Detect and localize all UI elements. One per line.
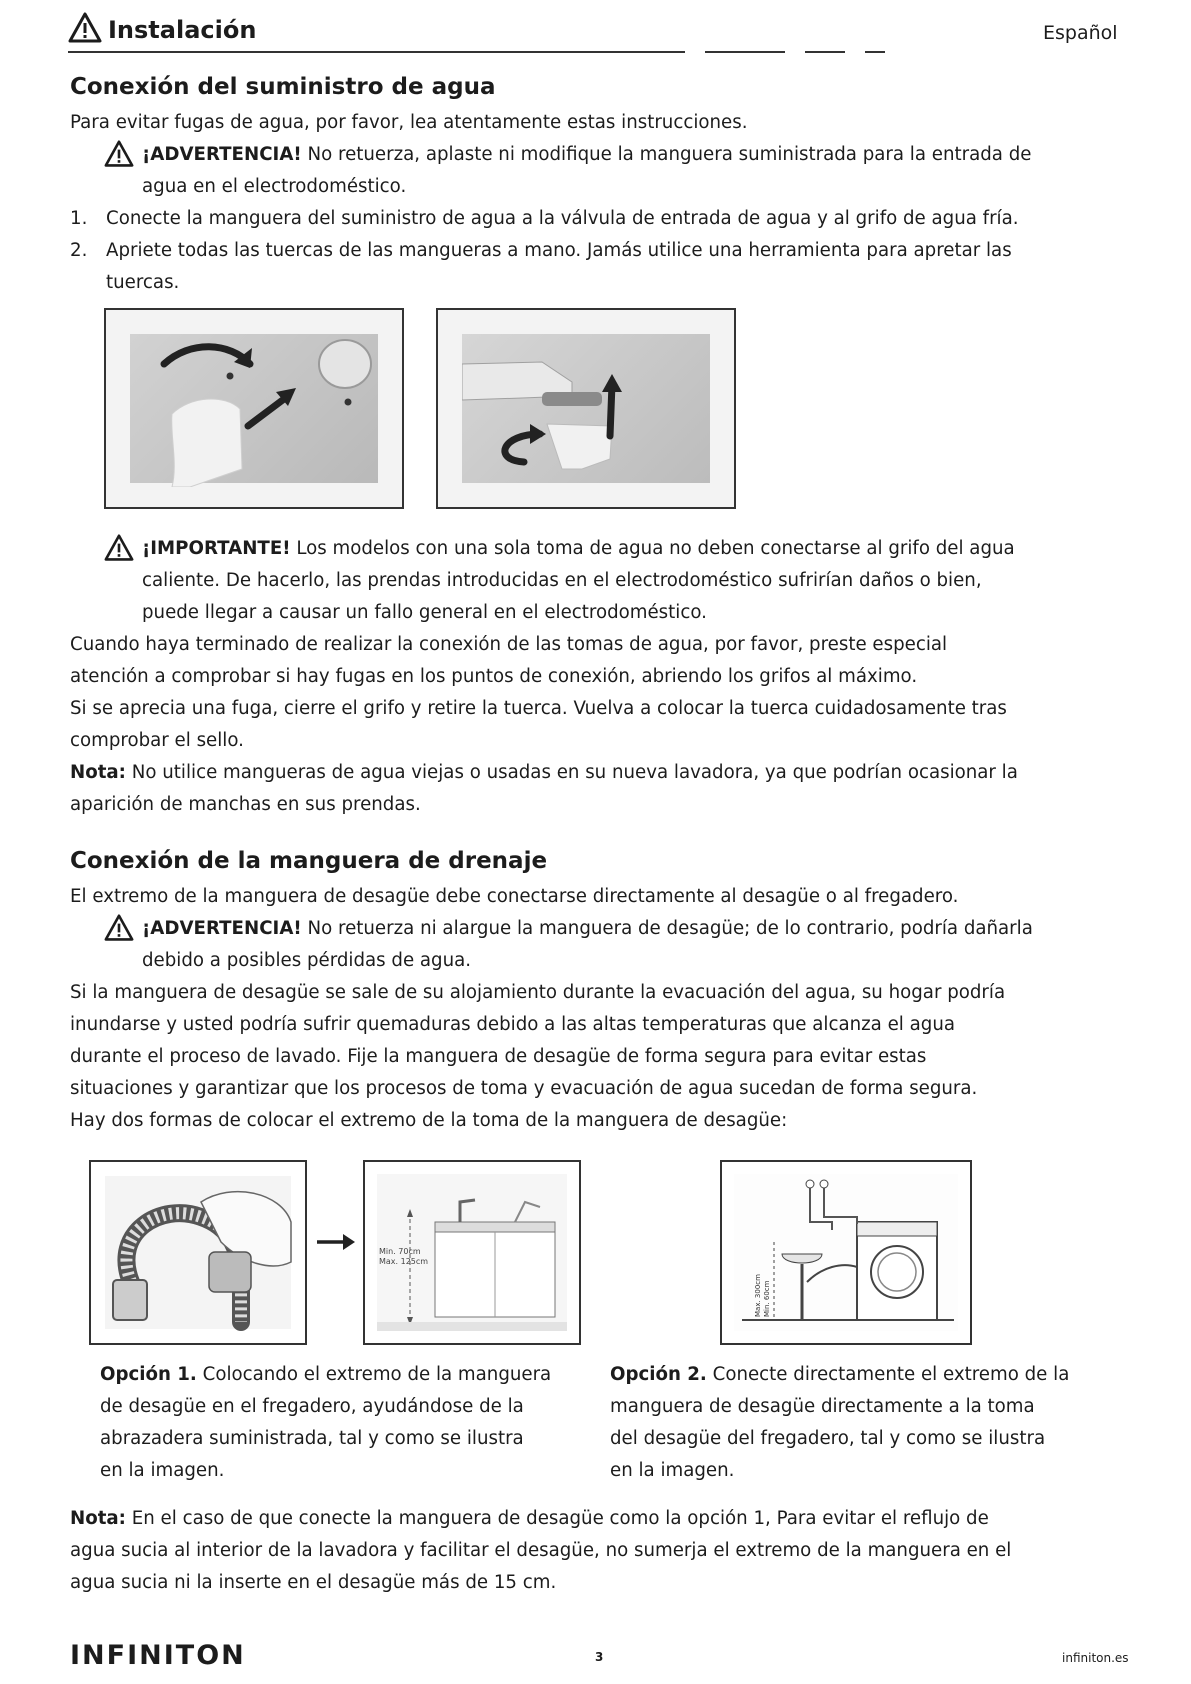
min-height-label: Min. 70cm bbox=[379, 1247, 421, 1256]
paragraph-line: durante el proceso de lavado. Fije la manguera de desagüe de forma segura para evitar estas bbox=[70, 1046, 927, 1067]
step-text: Conecte la manguera del suministro de agua a la válvula de entrada de agua y al grifo de agua fría. bbox=[106, 208, 1019, 229]
header-rule-dash bbox=[705, 51, 785, 53]
option2-text-cont: en la imagen. bbox=[610, 1460, 735, 1481]
paragraph-line: comprobar el sello. bbox=[70, 730, 244, 751]
sink-illustration bbox=[365, 1162, 579, 1343]
step-text: Apriete todas las tuercas de las mangueras a mano. Jamás utilice una herramienta para apretar las bbox=[106, 240, 1012, 261]
step-text-cont: tuercas. bbox=[106, 272, 180, 293]
important-text: ¡IMPORTANTE! Los modelos con una sola toma de agua no deben conectarse al grifo del agua bbox=[142, 538, 1015, 559]
section-heading-water-supply: Conexión del suministro de agua bbox=[70, 74, 496, 100]
option2-label: Opción 2. bbox=[610, 1364, 707, 1385]
header-rule-dash bbox=[865, 51, 885, 53]
hose-clamp-illustration bbox=[91, 1162, 305, 1343]
note-text: Nota: En el caso de que conecte la manguera de desagüe como la opción 1, Para evitar el reflujo de bbox=[70, 1508, 989, 1529]
option1-text-cont: abrazadera suministrada, tal y como se ilustra bbox=[100, 1428, 524, 1449]
note-text-cont: agua sucia ni la inserte en el desagüe más de 15 cm. bbox=[70, 1572, 557, 1593]
paragraph-line: Hay dos formas de colocar el extremo de la toma de la manguera de desagüe: bbox=[70, 1110, 788, 1131]
note-text-cont: aparición de manchas en sus prendas. bbox=[70, 794, 421, 815]
important-text-cont: puede llegar a causar un fallo general en el electrodoméstico. bbox=[142, 602, 707, 623]
section-heading-drain-hose: Conexión de la manguera de drenaje bbox=[70, 848, 548, 874]
note-label: Nota: bbox=[70, 762, 126, 783]
option1-label: Opción 1. bbox=[100, 1364, 197, 1385]
warning-text-cont: debido a posibles pérdidas de agua. bbox=[142, 950, 472, 971]
step-number: 2. bbox=[70, 240, 88, 261]
section2-intro: El extremo de la manguera de desagüe debe conectarse directamente al desagüe o al fregadero. bbox=[70, 886, 959, 907]
note-text: Nota: No utilice mangueras de agua viejas o usadas en su nueva lavadora, ya que podrían ocasionar la bbox=[70, 762, 1018, 783]
header-rule-dash bbox=[805, 51, 845, 53]
section1-intro: Para evitar fugas de agua, por favor, lea atentamente estas instrucciones. bbox=[70, 112, 748, 133]
paragraph-line: Cuando haya terminado de realizar la conexión de las tomas de agua, por favor, preste especial bbox=[70, 634, 948, 655]
hose-valve-illustration bbox=[130, 334, 382, 487]
paragraph-line: atención a comprobar si hay fugas en los puntos de conexión, abriendo los grifos al máximo. bbox=[70, 666, 918, 687]
photo-tap-connection bbox=[436, 308, 736, 509]
note-text-cont: agua sucia al interior de la lavadora y facilitar el desagüe, no sumerja el extremo de la manguera en el bbox=[70, 1540, 1012, 1561]
note-label: Nota: bbox=[70, 1508, 126, 1529]
warning-icon bbox=[104, 534, 134, 562]
warning-label: ¡ADVERTENCIA! bbox=[142, 918, 302, 939]
option2-text-cont: manguera de desagüe directamente a la toma bbox=[610, 1396, 1035, 1417]
washer-drain-illustration bbox=[722, 1162, 970, 1343]
min-height-label: Min. 60cm bbox=[763, 1280, 771, 1317]
option2-text: Opción 2. Conecte directamente el extremo de la bbox=[610, 1364, 1070, 1385]
important-label: ¡IMPORTANTE! bbox=[142, 538, 291, 559]
option1-text-cont: en la imagen. bbox=[100, 1460, 225, 1481]
warning-icon bbox=[104, 140, 134, 168]
paragraph-line: Si se aprecia una fuga, cierre el grifo y retire la tuerca. Vuelva a colocar la tuerca cuidadosamente tras bbox=[70, 698, 1007, 719]
figure-washer-option2 bbox=[720, 1160, 972, 1345]
page-title: Instalación bbox=[108, 16, 257, 44]
step-number: 1. bbox=[70, 208, 88, 229]
max-height-label: Max. 300cm bbox=[754, 1274, 762, 1317]
warning-label: ¡ADVERTENCIA! bbox=[142, 144, 302, 165]
paragraph-line: situaciones y garantizar que los procesos de toma y evacuación de agua sucedan de forma segura. bbox=[70, 1078, 978, 1099]
warning-text: ¡ADVERTENCIA! No retuerza, aplaste ni modifique la manguera suministrada para la entrada de bbox=[142, 144, 1032, 165]
warning-text: ¡ADVERTENCIA! No retuerza ni alargue la manguera de desagüe; de lo contrario, podría dañarla bbox=[142, 918, 1033, 939]
website-link[interactable]: infiniton.es bbox=[1062, 1651, 1129, 1665]
option2-text-cont: del desagüe del fregadero, tal y como se ilustra bbox=[610, 1428, 1046, 1449]
arrow-right-icon bbox=[315, 1232, 357, 1252]
figure-sink-option1 bbox=[363, 1160, 581, 1345]
max-height-label: Max. 125cm bbox=[379, 1257, 429, 1266]
warning-icon bbox=[68, 12, 102, 44]
language-label: Español bbox=[1043, 22, 1118, 44]
brand-logo: INFINITON bbox=[70, 1640, 246, 1671]
paragraph-line: inundarse y usted podría sufrir quemaduras debido a las altas temperaturas que alcanza el agua bbox=[70, 1014, 955, 1035]
paragraph-line: Si la manguera de desagüe se sale de su alojamiento durante la evacuación del agua, su hogar podría bbox=[70, 982, 1006, 1003]
option1-text: Opción 1. Colocando el extremo de la manguera bbox=[100, 1364, 552, 1385]
page-number: 3 bbox=[595, 1650, 604, 1664]
figure-hose-clamp bbox=[89, 1160, 307, 1345]
option1-text-cont: de desagüe en el fregadero, ayudándose de la bbox=[100, 1396, 524, 1417]
warning-icon bbox=[104, 914, 134, 942]
warning-text-cont: agua en el electrodoméstico. bbox=[142, 176, 407, 197]
important-text-cont: caliente. De hacerlo, las prendas introducidas en el electrodoméstico sufrirían daños o bien, bbox=[142, 570, 982, 591]
header-rule bbox=[68, 51, 685, 53]
photo-hose-valve bbox=[104, 308, 404, 509]
tap-illustration bbox=[462, 334, 714, 487]
